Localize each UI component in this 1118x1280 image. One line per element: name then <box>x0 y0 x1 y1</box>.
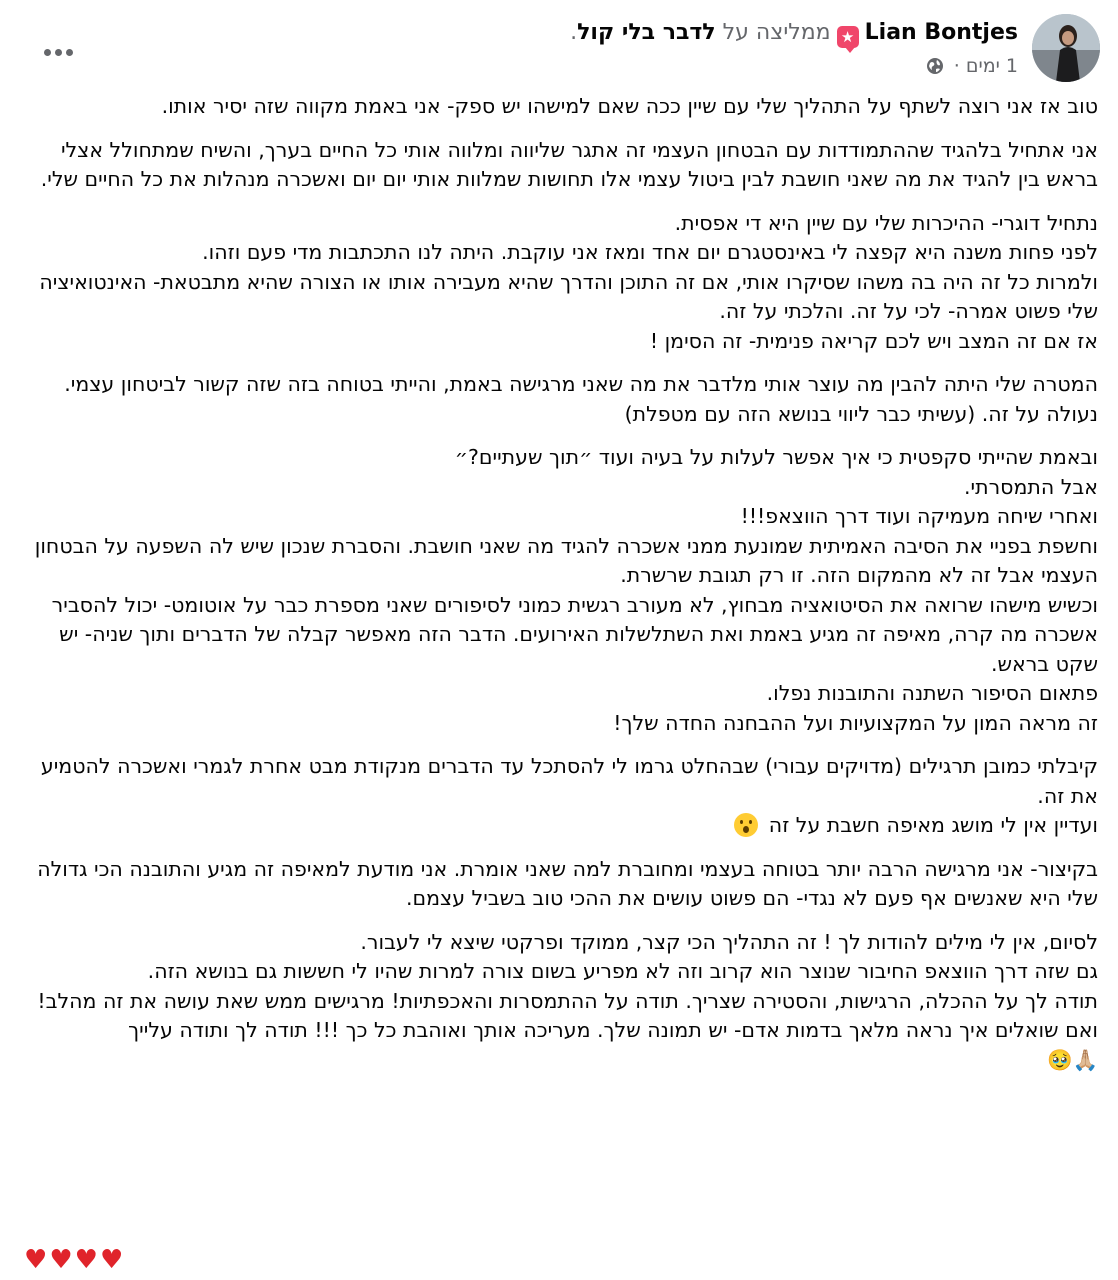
red-heart-icon: ♥ <box>74 1245 100 1275</box>
more-options-icon <box>66 49 73 56</box>
globe-icon[interactable] <box>926 57 944 75</box>
recommends-label: ממליצה על <box>722 20 831 45</box>
post-line: אבל התמסרתי. <box>964 474 1098 499</box>
post-line-with-emoji <box>20 811 1098 841</box>
recommended-page-name[interactable]: לדבר בלי קול <box>577 20 716 45</box>
post-line: נתחיל דוגרי- ההיכרות שלי עם שיין היא די אפסית. <box>674 210 1098 235</box>
author-avatar[interactable] <box>1032 14 1100 82</box>
paragraph-6 <box>20 752 1098 841</box>
post-line: ובאמת שהייתי סקפטית כי איך אפשר לעלות על בעיה ועוד ״תוך שעתיים?״ <box>454 445 1098 469</box>
paragraph-3 <box>20 209 1098 357</box>
post-line: וחשפת בפניי את הסיבה האמיתית שמונעת ממני אשכרה להגיד מה שאני חושבת. והסברת שנכון שיש לה השפעה על הבטחון העצמי אבל זה לא מהמקום הזה. זו רק תגובת שרשרת. <box>34 533 1098 587</box>
author-name[interactable]: Lian Bontjes <box>864 20 1018 45</box>
post-line: וכשיש מישהו שרואה את הסיטואציה מבחוץ, לא מעורב רגשית כמוני לסיפורים שאני מספרת כבר על אוטומט- יכול להסביר אשכרה מה קרה, מאיפה זה מגיע באמת ואת השתלשלות האירועים. הדבר הזה מאפשר קבלה של הדברים ותוך שניה- יש שקט בראש. <box>51 592 1098 676</box>
paragraph-2 <box>20 136 1098 195</box>
post-body <box>20 92 1098 1089</box>
post-line: קיבלתי כמובן תרגילים (מדויקים עבורי) שבהחלט גרמו לי להסתכל עד הדברים מנקודת מבט אחרת לגמרי ואשכרה להטמיע את זה. <box>40 754 1098 808</box>
red-heart-icon: ♥ <box>24 1245 50 1275</box>
red-heart-icon: ♥ <box>49 1245 75 1275</box>
post-line: גם שזה דרך הווצאפ החיבור שנוצר הוא קרוב וזה לא מפריע בשום צורה למרות שהיו לי חששות גם בנושא הזה. <box>147 959 1098 983</box>
post-header <box>18 12 1100 84</box>
post-line: אז אם זה המצב ויש לכם קריאה פנימית- זה הסימן ! <box>649 328 1098 353</box>
hearts-row <box>24 1244 125 1276</box>
hushed-face-icon <box>734 813 758 837</box>
post-line: אני אתחיל בלהגיד שההתמודדות עם הבטחון העצמי זה אתגר שליווה ומלווה אותי כל החיים בערך, והשיח שמתחולל אצלי בראש בין להגיד את מה שאני חושבת לבין ביטול עצמי אלו תחושות שמלוות אותי יום יום ואשכרה מנהלות את כל החיים שלי. <box>40 137 1098 191</box>
post-line-text: ועדיין אין לי מושג מאיפה חשבת על זה <box>768 813 1098 837</box>
post-line: ולמרות כל זה היה בה משהו שסיקרו אותי, אם זה התוכן והדרך שהיא מעבירה אותו או הצורה שהיא מתבטאת- האינטואיציה שלי פשוט אמרה- לכי על זה. והלכתי על זה. <box>39 269 1098 323</box>
avatar-photo-icon <box>1032 14 1100 82</box>
more-options-dot <box>55 49 62 56</box>
closing-emojis: 🙏🏼🥹 <box>1046 1047 1098 1072</box>
recommend-icon: ★ <box>837 26 859 48</box>
red-heart-icon: ♥ <box>99 1245 126 1275</box>
more-options-dot <box>44 49 51 56</box>
post-line: תודה לך על ההכלה, הרגישות, והסטירה שצריך. תודה על ההתמסרות והאכפתיות! מרגישים ממש שאת עושה את זה מהלב! <box>37 988 1098 1013</box>
page-suffix: . <box>570 20 578 45</box>
paragraph-8 <box>20 928 1098 1076</box>
post-time[interactable]: 1 ימים <box>965 55 1018 77</box>
post-line: טוב אז אני רוצה לשתף על התהליך שלי עם שיין ככה שאם למישהו יש ספק- אני באמת מקווה שזה יסיר אותו. <box>161 94 1098 118</box>
meta-separator: · <box>953 55 960 77</box>
post-line: לפני פחות משנה היא קפצה לי באינסטגרם יום אחד ומאז אני עוקבת. היתה לנו התכתבות מדי פעם וזהו. <box>202 240 1098 264</box>
post-line: המטרה שלי היתה להבין מה עוצר אותי מלדבר את מה שאני מרגישה באמת, והייתי בטוחה בזה שזה קשור לביטחון עצמי. נעולה על זה. (עשיתי כבר ליווי בנושא הזה עם מטפלת) <box>64 372 1098 426</box>
paragraph-5 <box>20 443 1098 738</box>
paragraph-7 <box>20 855 1098 914</box>
post-meta <box>108 54 1018 78</box>
post-header-text <box>108 18 1018 78</box>
paragraph-4 <box>20 370 1098 429</box>
more-options-button[interactable] <box>38 38 78 66</box>
post-title-line <box>108 18 1018 48</box>
paragraph-1 <box>20 92 1098 122</box>
post-line: ואם שואלים איך נראה מלאך בדמות אדם- יש תמונה שלך. מעריכה אותך ואוהבת כל כך !!! תודה לך ותודה עלייך <box>128 1018 1098 1042</box>
post-line: פתאום הסיפור השתנה והתובנות נפלו. <box>766 681 1098 705</box>
post-line: לסיום, אין לי מילים להודות לך ! זה התהליך הכי קצר, ממוקד ופרקטי שיצא לי לעבור. <box>360 929 1098 954</box>
post-line: זה מראה המון על המקצועיות ועל ההבחנה החדה שלך! <box>613 710 1098 735</box>
post-line: ואחרי שיחה מעמיקה ועוד דרך הווצאפ!!! <box>740 504 1098 528</box>
post-line: בקיצור- אני מרגישה הרבה יותר בטוחה בעצמי ומחוברת למה שאני אומרת. אני מודעת למאיפה זה מגיע והתובנה הכי גדולה שלי היא שאנשים אף פעם לא נגדי- הם פשוט עושים את ההכי טוב בשביל עצמם. <box>37 856 1098 910</box>
